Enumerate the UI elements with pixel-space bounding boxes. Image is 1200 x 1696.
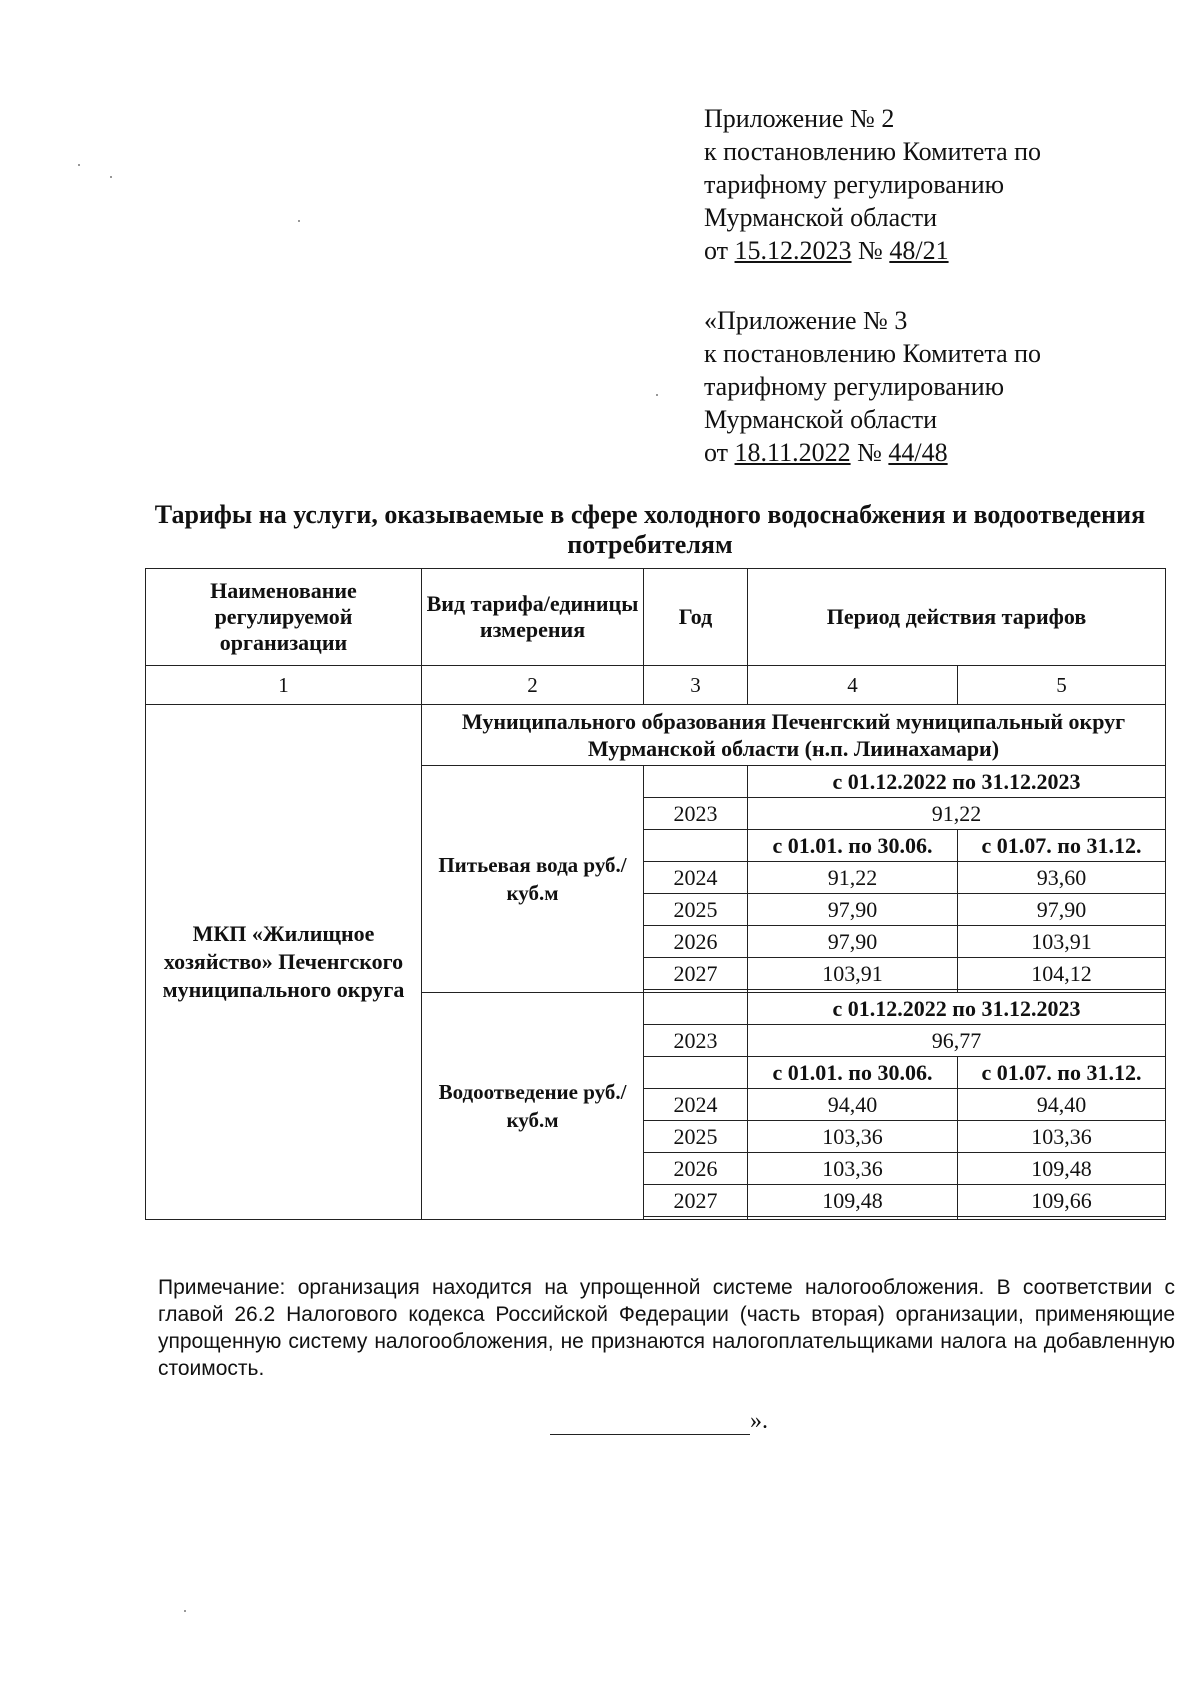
table-header-row — [146, 569, 1166, 666]
tariff-value: 96,77 — [748, 1025, 1166, 1057]
year-cell: 2026 — [644, 1153, 748, 1185]
annex-line: к постановлению Комитета по — [704, 339, 1042, 368]
footnote: Примечание: организация находится на упрощенной системе налогообложения. В соответствии с главой 26.2 Налогового кодекса Российской Федерации (часть вторая) организации, применяющие упрощенную систему налогообложения, не признаются налогоплательщиками налога на добавленную стоимость. — [158, 1276, 1175, 1380]
tariff-value: 109,66 — [958, 1185, 1166, 1217]
header-tariff-type: Вид тарифа/единицы измерения — [422, 569, 644, 666]
year-cell: 2026 — [644, 926, 748, 958]
year-cell-empty — [644, 766, 748, 798]
date-prefix: от — [704, 236, 735, 265]
column-number: 5 — [958, 666, 1166, 705]
tariff-value: 103,36 — [748, 1153, 958, 1185]
annex-title: «Приложение № 3 — [704, 306, 908, 335]
scan-speck — [110, 176, 112, 178]
year-cell: 2027 — [644, 958, 748, 990]
half-year-2-label: с 01.07. по 31.12. — [958, 830, 1166, 862]
year-cell: 2024 — [644, 1089, 748, 1121]
service-name: Водоотведение руб./куб.м — [422, 993, 644, 1220]
municipality-name: Муниципального образования Печенгский муниципальный округ Мурманской области (н.п. Лиинахамари) — [422, 705, 1166, 766]
half-year-2-label: с 01.07. по 31.12. — [958, 1057, 1166, 1089]
year-cell-empty — [644, 993, 748, 1025]
scan-speck — [298, 220, 300, 222]
tariff-value: 93,60 — [958, 862, 1166, 894]
annex-line: тарифному регулированию — [704, 372, 1005, 401]
annex-line: Мурманской области — [704, 405, 937, 434]
year-cell: 2025 — [644, 1121, 748, 1153]
tariff-value: 109,48 — [958, 1153, 1166, 1185]
spacer-cell — [644, 1217, 748, 1220]
tariff-value: 97,90 — [748, 894, 958, 926]
scan-speck — [656, 394, 658, 396]
tariff-value: 97,90 — [958, 894, 1166, 926]
spacer-cell — [748, 1217, 958, 1220]
number-prefix: № — [851, 236, 890, 265]
half-year-1-label: с 01.01. по 30.06. — [748, 830, 958, 862]
header-period: Период действия тарифов — [748, 569, 1166, 666]
year-cell-empty — [644, 1057, 748, 1089]
column-number: 3 — [644, 666, 748, 705]
tariff-value: 103,36 — [958, 1121, 1166, 1153]
tariff-value: 103,36 — [748, 1121, 958, 1153]
annex-reference-current — [704, 102, 1041, 267]
tariff-value: 103,91 — [958, 926, 1166, 958]
year-cell: 2025 — [644, 894, 748, 926]
tariff-value: 104,12 — [958, 958, 1166, 990]
document-title: Тарифы на услуги, оказываемые в сфере холодного водоснабжения и водоотведения потребителям — [154, 500, 1146, 559]
year-cell: 2023 — [644, 798, 748, 830]
header-org: Наименование регулируемой организации — [146, 569, 422, 666]
tariff-value: 91,22 — [748, 862, 958, 894]
tariffs-table — [145, 568, 1166, 1220]
scan-speck — [78, 164, 80, 166]
resolution-date: 15.12.2023 — [734, 236, 852, 265]
column-number: 4 — [748, 666, 958, 705]
municipality-row — [146, 705, 1166, 766]
tariff-value: 103,91 — [748, 958, 958, 990]
resolution-number: 48/21 — [889, 236, 949, 265]
tariff-value: 91,22 — [748, 798, 1166, 830]
half-year-1-label: с 01.01. по 30.06. — [748, 1057, 958, 1089]
year-cell-empty — [644, 830, 748, 862]
year-cell: 2027 — [644, 1185, 748, 1217]
header-year: Год — [644, 569, 748, 666]
resolution-number: 44/48 — [888, 438, 948, 467]
year-cell: 2023 — [644, 1025, 748, 1057]
resolution-date: 18.11.2022 — [734, 438, 851, 467]
annex-title: Приложение № 2 — [704, 104, 895, 133]
number-prefix: № — [850, 438, 889, 467]
annex-line: тарифному регулированию — [704, 170, 1005, 199]
organization-name: МКП «Жилищное хозяйство» Печенгского муниципального округа — [146, 705, 422, 1220]
annex-line: Мурманской области — [704, 203, 937, 232]
annex-reference-amended — [704, 304, 1041, 469]
tariff-value: 94,40 — [748, 1089, 958, 1121]
column-number: 1 — [146, 666, 422, 705]
tariff-value: 97,90 — [748, 926, 958, 958]
date-prefix: от — [704, 438, 735, 467]
closing-line — [550, 1408, 768, 1435]
spacer-cell — [958, 1217, 1166, 1220]
annex-line: к постановлению Комитета по — [704, 137, 1042, 166]
closing-quote: ». — [750, 1408, 768, 1434]
period-full: с 01.12.2022 по 31.12.2023 — [748, 766, 1166, 798]
column-number: 2 — [422, 666, 644, 705]
period-full: с 01.12.2022 по 31.12.2023 — [748, 993, 1166, 1025]
year-cell: 2024 — [644, 862, 748, 894]
tariff-value: 94,40 — [958, 1089, 1166, 1121]
service-name: Питьевая вода руб./куб.м — [422, 766, 644, 993]
annex-date-line — [704, 436, 1041, 469]
signature-underline — [550, 1414, 750, 1435]
scan-speck — [184, 1610, 186, 1612]
column-numbers-row — [146, 666, 1166, 705]
tariff-value: 109,48 — [748, 1185, 958, 1217]
annex-date-line — [704, 234, 1041, 267]
